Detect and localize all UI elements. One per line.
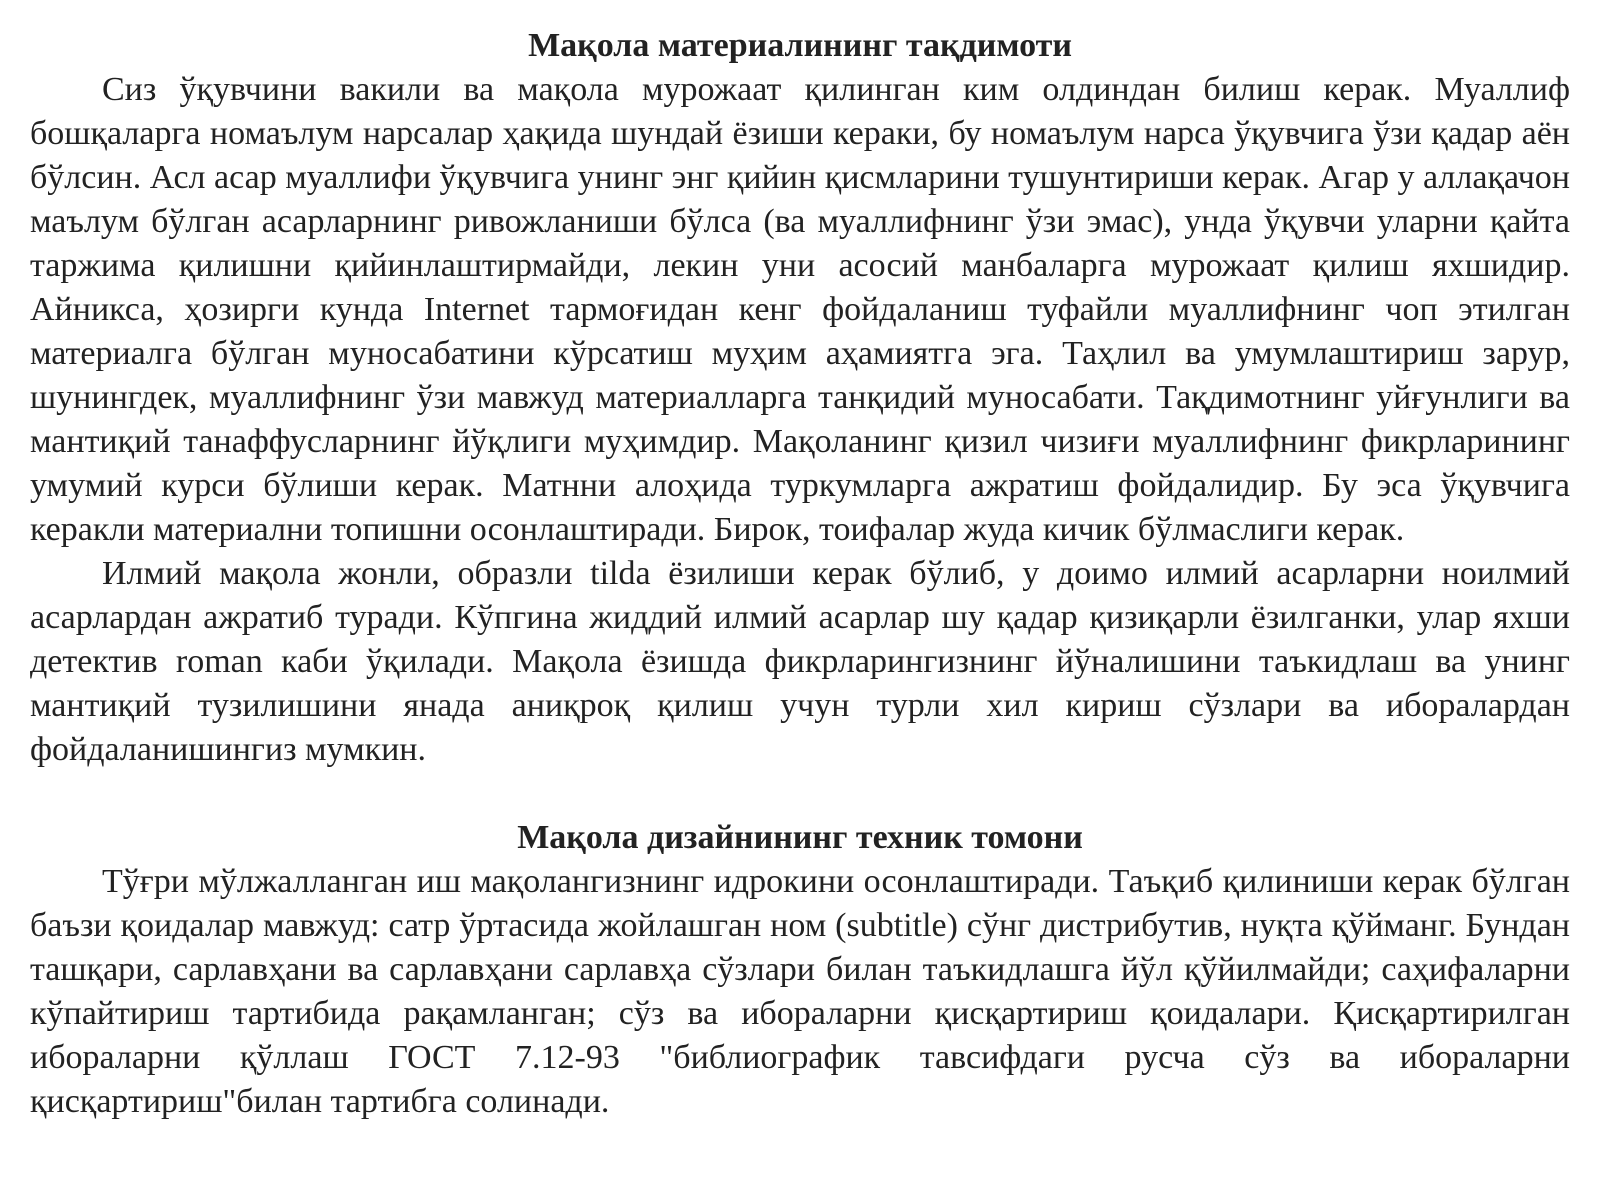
- paragraph-presentation-1: Сиз ўқувчини вакили ва мақола мурожаат қилинган ким олдиндан билиш керак. Муаллиф бошқаларга номаълум нарсалар ҳақида шундай ёзиши кераки, бу номаълум нарса ўқувчига ўзи қадар аён бўлсин. Асл асар муаллифи ўқувчига унинг энг қийин қисмларини тушунтириши керак. Агар у аллақачон маълум бўлган асарларнинг ривожланиши бўлса (ва муаллифнинг ўзи эмас), унда ўқувчи уларни қайта таржима қилишни қийинлаштирмайди, лекин уни асосий манбаларга мурожаат қилиш яхшидир. Айникса, ҳозирги кунда Internet тармоғидан кенг фойдаланиш туфайли муаллифнинг чоп этилган материалга бўлган муносабатини кўрсатиш муҳим аҳамиятга эга. Таҳлил ва умумлаштириш зарур, шунингдек, муаллифнинг ўзи мавжуд материалларга танқидий муносабати. Тақдимотнинг уйғунлиги ва мантиқий танаффусларнинг йўқлиги муҳимдир. Мақоланинг қизил чизиғи муаллифнинг фикрларининг умумий курси бўлиши керак. Матнни алоҳида туркумларга ажратиш фойдалидир. Бу эса ўқувчига керакли материални топишни осонлаштиради. Бирок, тоифалар жуда кичик бўлмаслиги керак.: [30, 71, 1570, 548]
- paragraph-technical-1: Тўғри мўлжалланган иш мақолангизнинг идрокини осонлаштиради. Таъқиб қилиниши керак бўлган баъзи қоидалар мавжуд: сатр ўртасида жойлашган ном (subtitle) сўнг дистрибутив, нуқта қўйманг. Бундан ташқари, сарлавҳани ва сарлавҳани сарлавҳа сўзлари билан таъкидлашга йўл қўйилмайди; саҳифаларни кўпайтириш тартибида рақамланган; сўз ва ибораларни қисқартириш қоидалари. Қисқартирилган ибораларни қўллаш ГОСТ 7.12-93 "библиографик тавсифдаги русча сўз ва ибораларни қисқартириш"билан тартибга солинади.: [30, 863, 1570, 1120]
- paragraph-presentation-2: Илмий мақола жонли, образли tilda ёзилиши керак бўлиб, у доимо илмий асарларни ноилмий асарлардан ажратиб туради. Кўпгина жиддий илмий асарлар шу қадар қизиқарли ёзилганки, улар яхши детектив roman каби ўқилади. Мақола ёзишда фикрларингизнинг йўналишини таъкидлаш ва унинг мантиқий тузилишини янада аниқроқ қилиш учун турли хил кириш сўзлари ва иборалардан фойдаланишингиз мумкин.: [30, 555, 1570, 768]
- section-title-technical: Мақола дизайнининг техник томони: [517, 819, 1083, 856]
- section-title-presentation: Мақола материалининг тақдимоти: [528, 27, 1072, 64]
- section-spacer: [30, 772, 1570, 816]
